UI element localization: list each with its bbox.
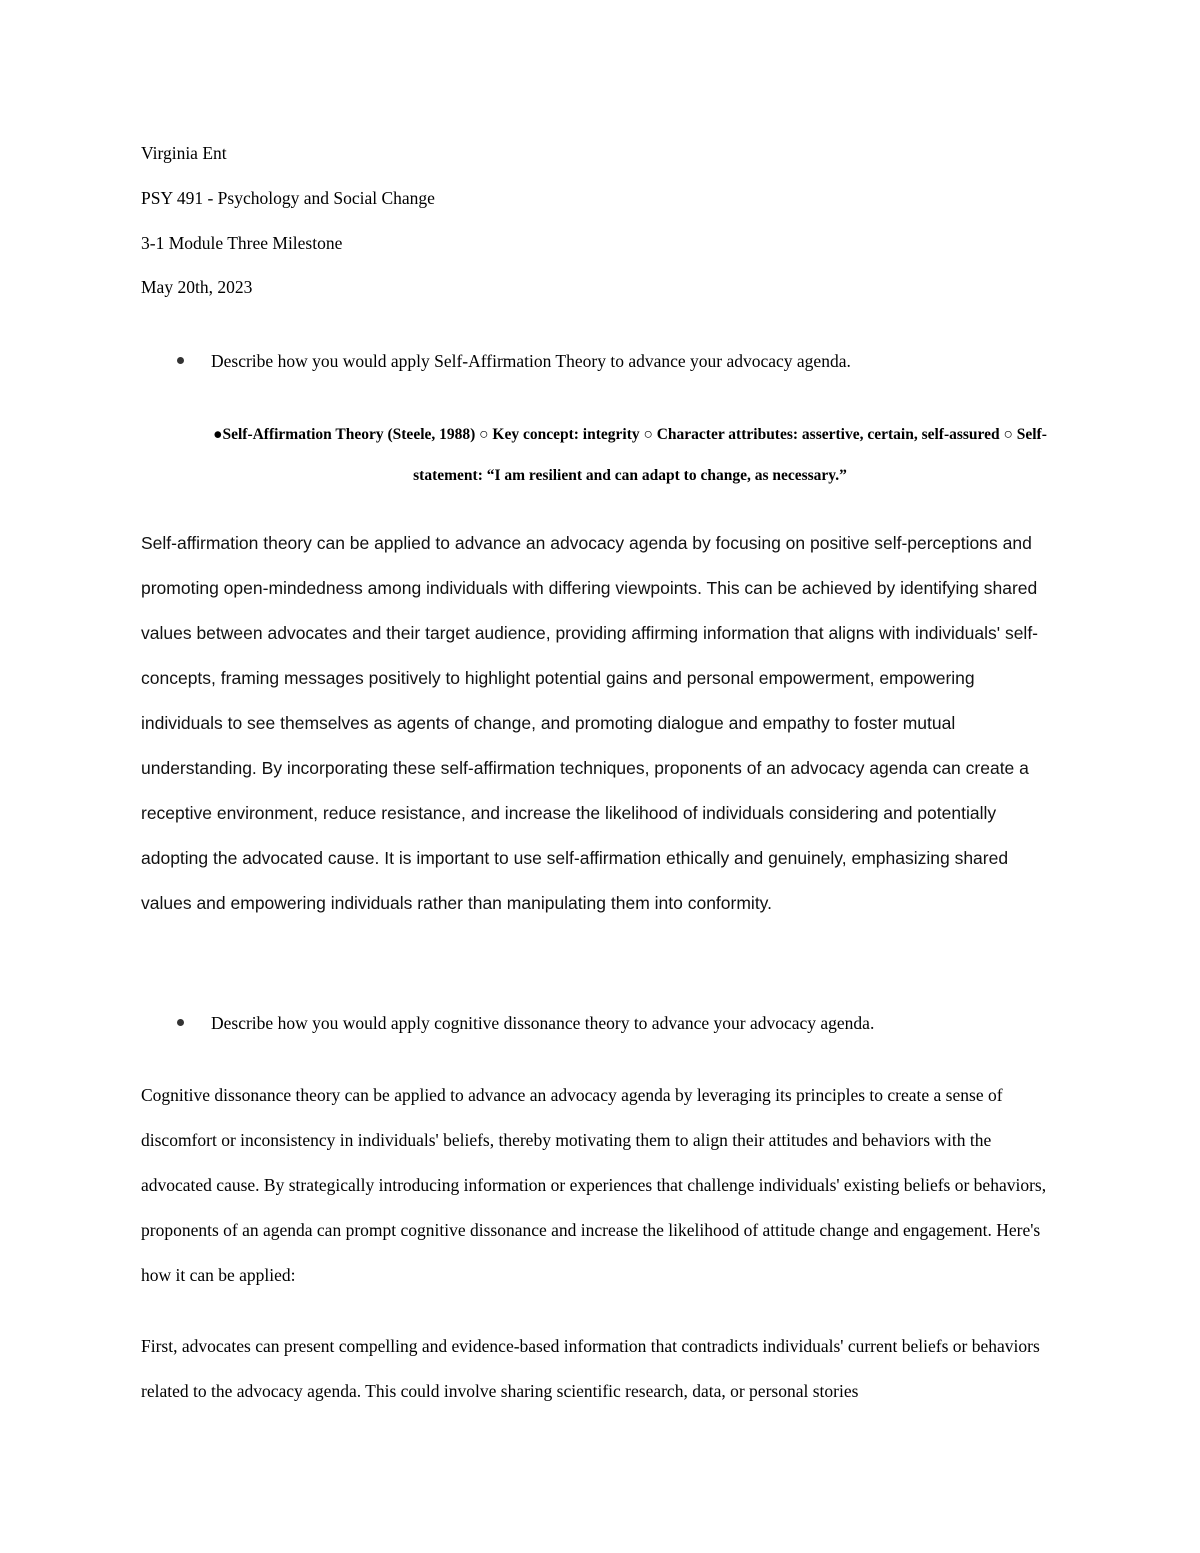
answer-2-paragraph: Cognitive dissonance theory can be applied to advance an advocacy agenda by leveraging its principles to create a sense of discomfort or inconsistency in individuals' beliefs, thereby motivating them to align their attitudes and behaviors with the advocated cause. By strategically introducing information or experiences that challenge individuals' existing beliefs or behaviors, proponents of an agenda can prompt cognitive dissonance and increase the likelihood of attitude change and engagement. Here's how it can be applied: [141,1085,1047,1285]
submission-date: May 20th, 2023 [141,277,253,297]
bullet-icon [177,1019,184,1026]
bullet-icon [177,357,184,364]
assignment-title: 3-1 Module Three Milestone [141,233,343,253]
question-2-text: Describe how you would apply cognitive dissonance theory to advance your advocacy agenda. [211,1013,875,1033]
course-title: PSY 491 - Psychology and Social Change [141,188,435,208]
theory-summary: ●Self-Affirmation Theory (Steele, 1988) ○ Key concept: integrity ○ Character attributes: assertive, certain, self-assured ○ Self-statement: “I am resilient and can adapt to change, as necessary.” [213,426,1047,484]
question-1-text: Describe how you would apply Self-Affirmation Theory to advance your advocacy agenda. [211,351,851,371]
author-name: Virginia Ent [141,143,227,163]
answer-1-paragraph: Self-affirmation theory can be applied to advance an advocacy agenda by focusing on positive self-perceptions and promoting open-mindedness among individuals with differing viewpoints. This can be achieved by identifying shared values between advocates and their target audience, providing affirming information that aligns with individuals' self-concepts, framing messages positively to highlight potential gains and personal empowerment, empowering individuals to see themselves as agents of change, and promoting dialogue and empathy to foster mutual understanding. By incorporating these self-affirmation techniques, proponents of an advocacy agenda can create a receptive environment, reduce resistance, and increase the likelihood of individuals considering and potentially adopting the advocated cause. It is important to use self-affirmation ethically and genuinely, emphasizing shared values and empowering individuals rather than manipulating them into conformity. [141,533,1039,913]
answer-3-paragraph: First, advocates can present compelling and evidence-based information that contradicts individuals' current beliefs or behaviors related to the advocacy agenda. This could involve sharing scientific research, data, or personal stories [141,1336,1040,1401]
